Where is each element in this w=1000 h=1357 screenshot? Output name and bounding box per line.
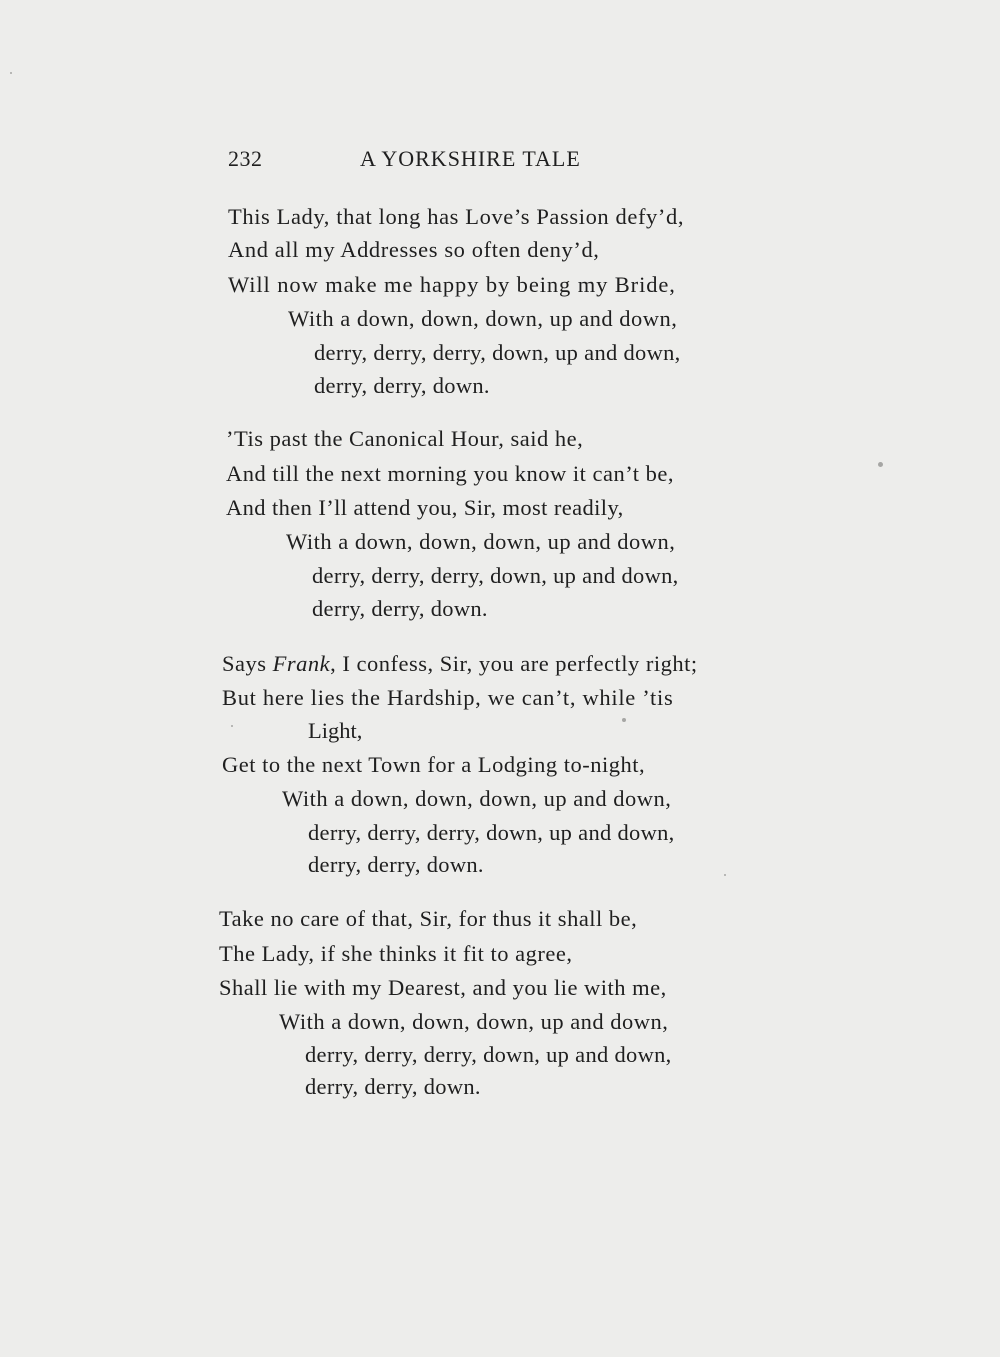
verse-line: And then I’ll attend you, Sir, most readily, [226,495,624,520]
refrain-line: derry, derry, derry, down, up and down, [314,340,681,365]
page-number: 232 [228,146,263,171]
running-head: A YORKSHIRE TALE [360,146,581,171]
refrain-line: derry, derry, down. [308,852,484,877]
verse-line: And all my Addresses so often deny’d, [228,237,600,262]
refrain-line: derry, derry, down. [312,596,488,621]
verse-line: But here lies the Hardship, we can’t, while ’tis [222,685,674,710]
verse-line: Will now make me happy by being my Bride, [228,272,676,297]
refrain-line: With a down, down, down, up and down, [288,306,678,331]
verse-line: ’Tis past the Canonical Hour, said he, [226,426,584,451]
paper-speck [10,72,12,74]
refrain-line: With a down, down, down, up and down, [279,1009,669,1034]
paper-speck [878,462,883,467]
verse-line: Shall lie with my Dearest, and you lie with me, [219,975,667,1000]
verse-line [222,653,698,676]
verse-continuation: Light, [308,718,363,743]
paper-speck [724,874,726,876]
refrain-line: derry, derry, derry, down, up and down, [305,1042,672,1067]
verse-line: The Lady, if she thinks it fit to agree, [219,941,573,966]
verse-line: This Lady, that long has Love’s Passion defy’d, [228,204,685,229]
refrain-line: derry, derry, down. [305,1074,481,1099]
refrain-line: With a down, down, down, up and down, [282,786,672,811]
refrain-line: With a down, down, down, up and down, [286,529,676,554]
verse-line: Take no care of that, Sir, for thus it shall be, [219,906,638,931]
verse-text: , I confess, Sir, you are perfectly right; [330,651,698,676]
refrain-line: derry, derry, derry, down, up and down, [308,820,675,845]
character-name: Frank [272,651,331,676]
refrain-line: derry, derry, derry, down, up and down, [312,563,679,588]
paper-speck [231,725,233,727]
paper-speck [622,718,626,722]
page-header [228,146,748,178]
verse-text: Says [222,651,273,676]
verse-line: And till the next morning you know it can’t be, [226,461,675,486]
refrain-line: derry, derry, down. [314,373,490,398]
verse-line: Get to the next Town for a Lodging to-night, [222,752,646,777]
